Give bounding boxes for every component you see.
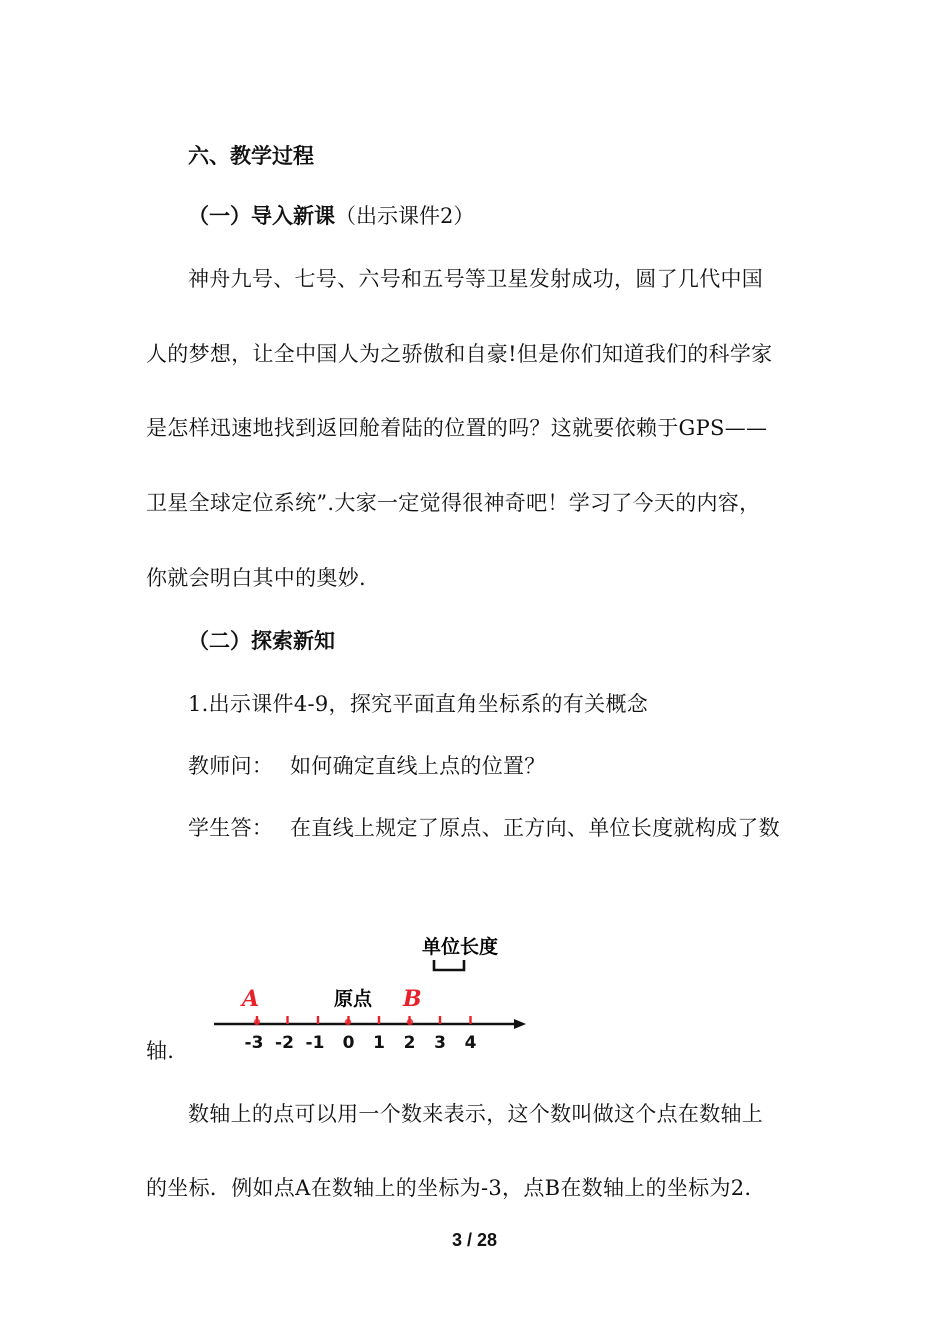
subsection-intro-note: （出示课件2）: [335, 204, 475, 228]
tick-label: 3: [434, 1033, 446, 1053]
subsection-intro-title: （一）导入新课: [188, 204, 335, 228]
point-a-dot: [254, 1019, 260, 1025]
axis-arrow-icon: [514, 1019, 526, 1029]
subsection-intro: [188, 200, 474, 230]
unit-length-label: 单位长度: [422, 936, 499, 958]
section-title: 六、教学过程: [188, 144, 314, 168]
student-answer-label: 学生答：: [188, 816, 274, 840]
tick-label: -3: [244, 1033, 264, 1053]
tick-label: -1: [305, 1033, 325, 1053]
tick-label: -2: [275, 1033, 294, 1053]
tick-label: 1: [373, 1033, 385, 1053]
item-1: 1.出示课件4-9，探究平面直角坐标系的有关概念: [188, 692, 649, 716]
origin-label: 原点: [334, 988, 373, 1010]
teacher-question-text: 如何确定直线上点的位置？: [290, 754, 546, 778]
origin-dot: [345, 1019, 351, 1025]
student-answer-text: 在直线上规定了原点、正方向、单位长度就构成了数: [290, 816, 780, 840]
tick-label: 2: [403, 1033, 416, 1053]
intro-line-5: 你就会明白其中的奥妙.: [146, 566, 366, 590]
subsection-explore-title: （二）探索新知: [188, 629, 335, 653]
tick-label-group: [245, 1033, 477, 1053]
closing-line-1: 数轴上的点可以用一个数来表示，这个数叫做这个点在数轴上: [188, 1102, 764, 1126]
unit-length-bracket: [434, 960, 464, 970]
intro-line-1: 神舟九号、七号、六号和五号等卫星发射成功，圆了几代中国: [188, 267, 764, 291]
tick-label: 0: [342, 1033, 355, 1053]
intro-line-3: 是怎样迅速地找到返回舱着陆的位置的吗？这就要依赖于GPS——: [146, 416, 768, 440]
axis-word-tail: 轴.: [146, 1039, 175, 1063]
intro-line-4: 卫星全球定位系统”.大家一定觉得很神奇吧！学习了今天的内容，: [146, 491, 761, 515]
point-b-dot: [407, 1019, 413, 1025]
tick-label: 4: [464, 1033, 477, 1053]
point-a-label: A: [242, 986, 260, 1012]
teacher-question-label: 教师问：: [188, 754, 274, 778]
number-line-figure: [200, 925, 540, 1055]
intro-line-2: 人的梦想，让全中国人为之骄傲和自豪!但是你们知道我们的科学家: [146, 342, 773, 366]
closing-line-2: 的坐标．例如点A在数轴上的坐标为-3，点B在数轴上的坐标为2.: [146, 1176, 752, 1200]
page-number: 3 / 28: [452, 1230, 498, 1250]
point-b-label: B: [403, 986, 422, 1012]
